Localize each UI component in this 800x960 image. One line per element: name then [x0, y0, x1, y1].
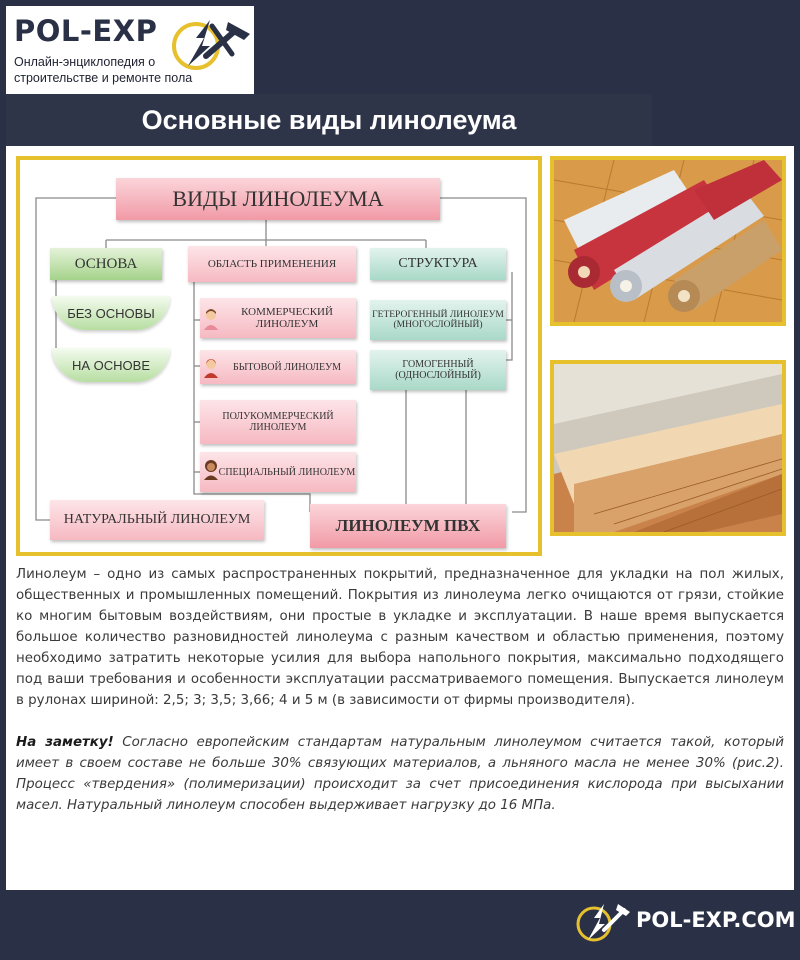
- article-text: [16, 564, 784, 816]
- note-paragraph: [16, 732, 784, 816]
- base-item: БЕЗ ОСНОВЫ: [52, 296, 170, 330]
- application-item: СПЕЦИАЛЬНЫЙ ЛИНОЛЕУМ: [200, 452, 356, 492]
- hammer-wrench-bolt-icon: [166, 16, 256, 72]
- application-item: ПОЛУКОММЕРЧЕСКИЙ ЛИНОЛЕУМ: [200, 400, 356, 444]
- person-avatar-icon: [202, 356, 220, 378]
- footer-logo-icon: [574, 900, 630, 944]
- types-diagram: [16, 156, 542, 556]
- intro-paragraph: Линолеум – одно из самых распространенных покрытий, предназначенное для укладки на пол жилых, общественных и промышленных помещений. Покрытия из линолеума легко очищаются от грязи, стойкие ко многим бытовым воздействиям, они простые в укладке и эксплуатации. В наше время выпускается большое количество разновидностей линолеума с разным качеством и областью применения, поэтому необходимо затратить некоторые усилия для выбора напольного покрытия, максимально подходящего под ваши требования и особенности эксплуатации рассматриваемого помещения. Выпускается линолеум в рулонах шириной: 2,5; 3; 3,5; 3,66; 4 и 5 м (в зависимости от фирмы производителя).: [16, 567, 784, 708]
- application-item: КОММЕРЧЕСКИЙ ЛИНОЛЕУМ: [200, 298, 356, 338]
- content-panel: [6, 146, 794, 890]
- page-title: Основные виды линолеума: [141, 105, 517, 135]
- natural-linoleum-box: НАТУРАЛЬНЫЙ ЛИНОЛЕУМ: [50, 500, 264, 540]
- rolls-image: [554, 160, 782, 322]
- brand-name: POL-EXP: [14, 14, 158, 48]
- note-text: Согласно европейским стандартам натуральным линолеумом считается такой, который имеет в своем составе не больше 30% связующих материалов, а льняного масла не менее 30% (рис.2). Процесс «твердения» (полимеризации) происходит за счет присоединения кислорода при высыхании масел. Натуральный линолеум способен выдерживает нагрузку до 16 МПа.: [16, 735, 784, 813]
- structure-item: ГЕТЕРОГЕННЫЙ ЛИНОЛЕУМ (МНОГОСЛОЙНЫЙ): [370, 300, 506, 340]
- application-item: БЫТОВОЙ ЛИНОЛЕУМ: [200, 350, 356, 384]
- note-label: На заметку!: [16, 735, 114, 750]
- brand-tagline: Онлайн-энциклопедия о строительстве и ремонте пола: [14, 55, 193, 85]
- footer-site-link[interactable]: POL-EXP.COM: [636, 908, 796, 932]
- person-avatar-icon: [202, 308, 220, 330]
- pvc-linoleum-box: ЛИНОЛЕУМ ПВХ: [310, 504, 506, 548]
- column-structure: СТРУКТУРА: [370, 248, 506, 280]
- diagram-root: ВИДЫ ЛИНОЛЕУМА: [116, 178, 440, 220]
- header-logo-block[interactable]: [6, 6, 254, 94]
- title-bar: [6, 94, 652, 146]
- person-avatar-icon: [202, 458, 220, 480]
- linoleum-samples-photo: [550, 360, 786, 536]
- structure-item: ГОМОГЕННЫЙ (ОДНОСЛОЙНЫЙ): [370, 350, 506, 390]
- column-base: ОСНОВА: [50, 248, 162, 280]
- linoleum-rolls-photo: [550, 156, 786, 326]
- samples-image: [554, 364, 782, 532]
- base-item: НА ОСНОВЕ: [52, 348, 170, 382]
- column-application: ОБЛАСТЬ ПРИМЕНЕНИЯ: [188, 246, 356, 282]
